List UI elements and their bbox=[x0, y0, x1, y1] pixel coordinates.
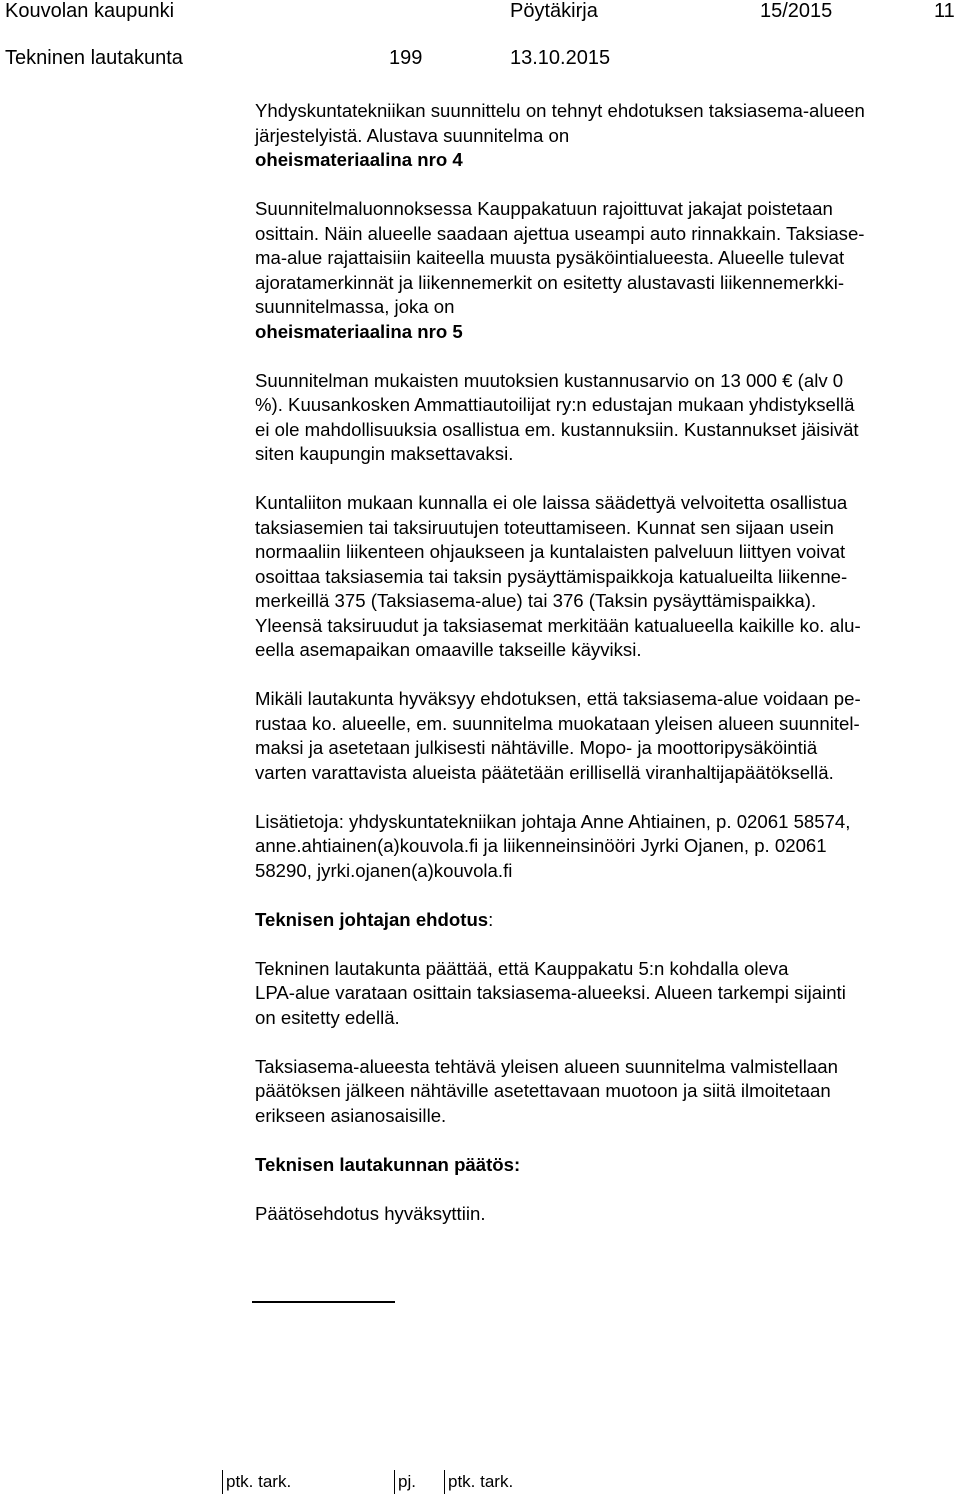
text-line: Suunnitelman mukaisten muutoksien kustannusarvio on 13 000 bbox=[255, 369, 783, 391]
page-number: 11 bbox=[934, 0, 955, 22]
paragraph-8 bbox=[255, 1055, 945, 1129]
document-body bbox=[255, 99, 945, 1226]
paragraph-4 bbox=[255, 491, 945, 663]
text-line: Mikäli lautakunta hyväksyy ehdotuksen, että taksiasema-alue voidaan pe- bbox=[255, 688, 861, 709]
decision-text: Päätösehdotus hyväksyttiin. bbox=[255, 1202, 486, 1224]
text-line: rustaa ko. alueelle, em. suunnitelma muokataan yleisen alueen suunnitel- bbox=[255, 712, 860, 734]
footer-divider bbox=[394, 1470, 395, 1494]
text-line: taksiasemien tai taksiruutujen toteuttamiseen. Kunnat sen sijaan usein bbox=[255, 516, 834, 538]
paragraph-5 bbox=[255, 687, 945, 785]
text-line: Taksiasema-alueesta tehtävä yleisen alueen suunnitelma valmistellaan bbox=[255, 1055, 838, 1077]
text-line: maksi ja asetetaan julkisesti nähtäville. Mopo- ja moottoripysäköintiä bbox=[255, 737, 818, 758]
text-line: LPA-alue varataan osittain taksiasema-alueeksi. Alueen tarkempi sijainti bbox=[255, 982, 846, 1003]
paragraph-6 bbox=[255, 810, 945, 884]
text-line: %). Kuusankosken Ammattiautoilijat ry:n edustajan mukaan yhdistyksellä bbox=[255, 394, 855, 415]
text-line: Tekninen lautakunta päättää, että Kauppakatu 5:n kohdalla oleva bbox=[255, 957, 789, 979]
proposal-heading bbox=[255, 908, 945, 933]
proposal-heading-text: Teknisen johtajan ehdotus bbox=[255, 908, 489, 930]
text-line: erikseen asianosaisille. bbox=[255, 1104, 447, 1126]
text-line: päätöksen jälkeen nähtäville asetettavaan muotoon ja siitä ilmoitetaan bbox=[255, 1080, 831, 1101]
footer-label: pj. bbox=[398, 1472, 416, 1491]
text-line: on esitetty edellä. bbox=[255, 1006, 400, 1028]
text-line: eella asemapaikan omaaville takseille käyviksi. bbox=[255, 639, 642, 660]
section-number: 199 bbox=[389, 47, 423, 69]
text-line: (alv 0 bbox=[792, 369, 844, 391]
attachment-reference: oheismateriaalina nro 4 bbox=[255, 149, 463, 170]
text-line: 58290, jyrki.ojanen(a)kouvola.fi bbox=[255, 859, 513, 881]
text-line: anne.ahtiainen(a)kouvola.fi ja liikenneinsinööri Jyrki Ojanen, p. 02061 bbox=[255, 835, 827, 856]
text-line: Suunnitelmaluonnoksessa Kauppakatuun rajoittuvat jakajat poistetaan bbox=[255, 198, 833, 219]
attachment-reference: oheismateriaalina nro 5 bbox=[255, 320, 463, 342]
text-line: suunnitelmassa, joka on bbox=[255, 296, 455, 317]
text-line: normaaliin liikenteen ohjaukseen ja kuntalaisten palveluun liittyen voivat bbox=[255, 541, 846, 562]
proposal-heading-colon: : bbox=[488, 908, 494, 930]
euro-sign: € bbox=[782, 369, 793, 391]
footer-minutes-checker-1 bbox=[222, 1470, 291, 1494]
footer-label: ptk. tark. bbox=[226, 1472, 292, 1491]
text-line: ei ole mahdollisuuksia osallistua em. kustannuksiin. Kustannukset jäisivät bbox=[255, 418, 859, 440]
text-line: ma-alue rajattaisiin kaiteella muusta pysäköintialueesta. Alueelle tulevat bbox=[255, 247, 845, 268]
footer-divider bbox=[444, 1470, 445, 1494]
paragraph-3 bbox=[255, 369, 945, 467]
footer-label: ptk. tark. bbox=[448, 1472, 514, 1491]
signature-line bbox=[252, 1301, 395, 1303]
text-line: varten varattavista alueista päätetään erillisellä viranhaltijapäätöksellä. bbox=[255, 761, 834, 783]
body-name: Tekninen lautakunta bbox=[5, 47, 183, 69]
footer-minutes-checker-2 bbox=[444, 1470, 513, 1494]
text-line: järjestelyistä. Alustava suunnitelma on bbox=[255, 124, 570, 146]
text-line: merkeillä 375 (Taksiasema-alue) tai 376 (Taksin pysäyttämispaikka). bbox=[255, 590, 817, 611]
footer-chair-initials bbox=[394, 1470, 416, 1494]
text-line: Yleensä taksiruudut ja taksiasemat merkitään katualueella kaikille ko. alu- bbox=[255, 614, 861, 636]
paragraph-2 bbox=[255, 197, 945, 344]
text-line: siten kaupungin maksettavaksi. bbox=[255, 443, 514, 464]
paragraph-1 bbox=[255, 99, 945, 173]
footer-divider bbox=[222, 1470, 223, 1494]
document-type: Pöytäkirja bbox=[510, 0, 598, 22]
decision-heading: Teknisen lautakunnan päätös: bbox=[255, 1153, 521, 1175]
text-line: osittain. Näin alueelle saadaan ajettua useampi auto rinnakkain. Taksiase- bbox=[255, 222, 865, 244]
text-line: Yhdyskuntatekniikan suunnittelu on tehnyt ehdotuksen taksiasema-alueen bbox=[255, 100, 865, 121]
text-line: Kuntaliiton mukaan kunnalla ei ole laissa säädettyä velvoitetta osallistua bbox=[255, 492, 848, 513]
text-line: osoittaa taksiasemia tai taksin pysäyttämispaikkoja katualueilta liikenne- bbox=[255, 565, 848, 587]
document-number: 15/2015 bbox=[760, 0, 833, 22]
paragraph-7 bbox=[255, 957, 945, 1031]
organization-name: Kouvolan kaupunki bbox=[5, 0, 175, 22]
text-line: ajoratamerkinnät ja liikennemerkit on esitetty alustavasti liikennemerkki- bbox=[255, 271, 845, 293]
meeting-date: 13.10.2015 bbox=[510, 47, 611, 69]
text-line: Lisätietoja: yhdyskuntatekniikan johtaja Anne Ahtiainen, p. 02061 58574, bbox=[255, 810, 851, 832]
